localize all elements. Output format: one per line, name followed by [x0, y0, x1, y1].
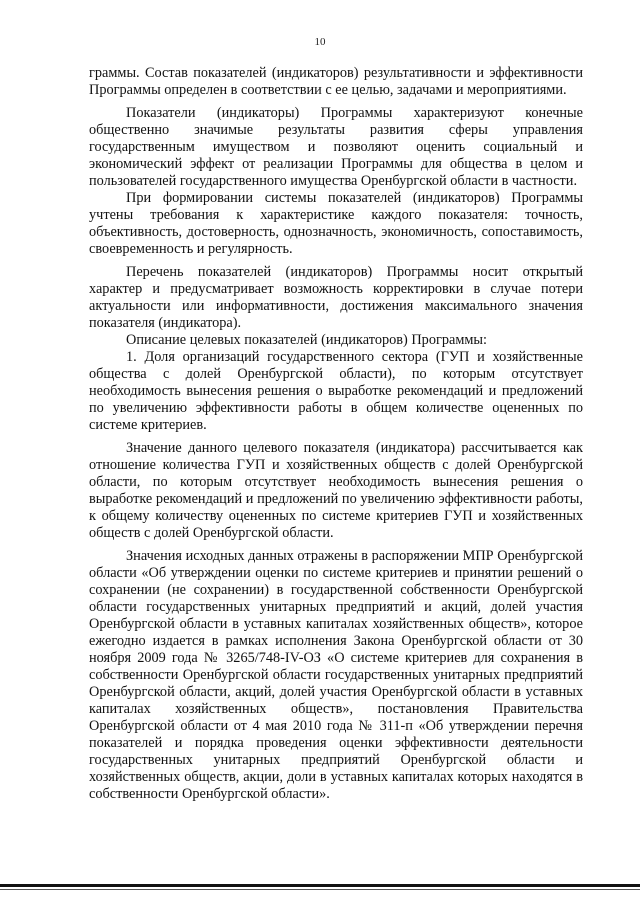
document-body: [89, 65, 583, 803]
page-number: 10: [314, 36, 326, 48]
paragraph-indicator-list: Перечень показателей (индикаторов) Программы носит открытый характер и предусматривает возможность корректировки в случае потери актуальности или информативности, достижения максимального значения показателя (индикатора).: [89, 264, 583, 331]
bottom-border-line: [0, 884, 640, 887]
paragraph-indicators-characteristics: Показатели (индикаторы) Программы характеризуют конечные общественно значимые результаты развития сферы управления государственным имуществом и позволяют оценить социальный и экономический эффект от реализации Программы для общества в целом и пользователей государственного имущества Оренбургской области в частности.: [89, 105, 583, 189]
paragraph-calculation: Значение данного целевого показателя (индикатора) рассчитывается как отношение количества ГУП и хозяйственных обществ с долей Оренбургской области, по которым отсутствует необходимость вынесения решения о выработке рекомендаций и предложений по увеличению эффективности работы, к общему количеству оцененных по системе критериев ГУП и хозяйственных обществ с долей Оренбургской области.: [89, 440, 583, 541]
paragraph-item-1: 1. Доля организаций государственного сектора (ГУП и хозяйственные общества с долей Оренбургской области), по которым отсутствует необходимость вынесения решения о выработке рекомендаций и предложений по увеличению эффективности работы в общем количестве оцененных по системе критериев.: [89, 349, 583, 433]
paragraph-source-data: Значения исходных данных отражены в распоряжении МПР Оренбургской области «Об утверждении оценки по системе критериев и принятии решений о сохранении (не сохранении) в государственной собственности Оренбургской области государственных унитарных предприятий и акций, долей участия Оренбургской области в уставных капиталах хозяйственных обществ», которое ежегодно издается в рамках исполнения Закона Оренбургской области от 30 ноября 2009 года № 3265/748-IV-ОЗ «О системе критериев для сохранения в собственности Оренбургской области государственных унитарных предприятий Оренбургской области, акций, долей участия Оренбургской области в уставных капиталах хозяйственных обществ», постановления Правительства Оренбургской области от 4 мая 2010 года № 311-п «Об утверждении перечня показателей и порядка проведения оценки эффективности деятельности государственных унитарных предприятий Оренбургской области и хозяйственных обществ, акции, доли в уставных капиталах которых находятся в собственности Оренбургской области».: [89, 548, 583, 802]
paragraph-indicator-requirements: При формировании системы показателей (индикаторов) Программы учтены требования к характеристике каждого показателя: точность, объективность, достоверность, однозначность, экономичность, сопоставимость, своевременность и регулярность.: [89, 190, 583, 257]
paragraph-continuation: граммы. Состав показателей (индикаторов) результативности и эффективности Программы определен в соответствии с ее целью, задачами и мероприятиями.: [89, 65, 583, 98]
bottom-border-line-thin: [0, 889, 640, 890]
paragraph-target-description-heading: Описание целевых показателей (индикаторов) Программы:: [126, 332, 488, 348]
